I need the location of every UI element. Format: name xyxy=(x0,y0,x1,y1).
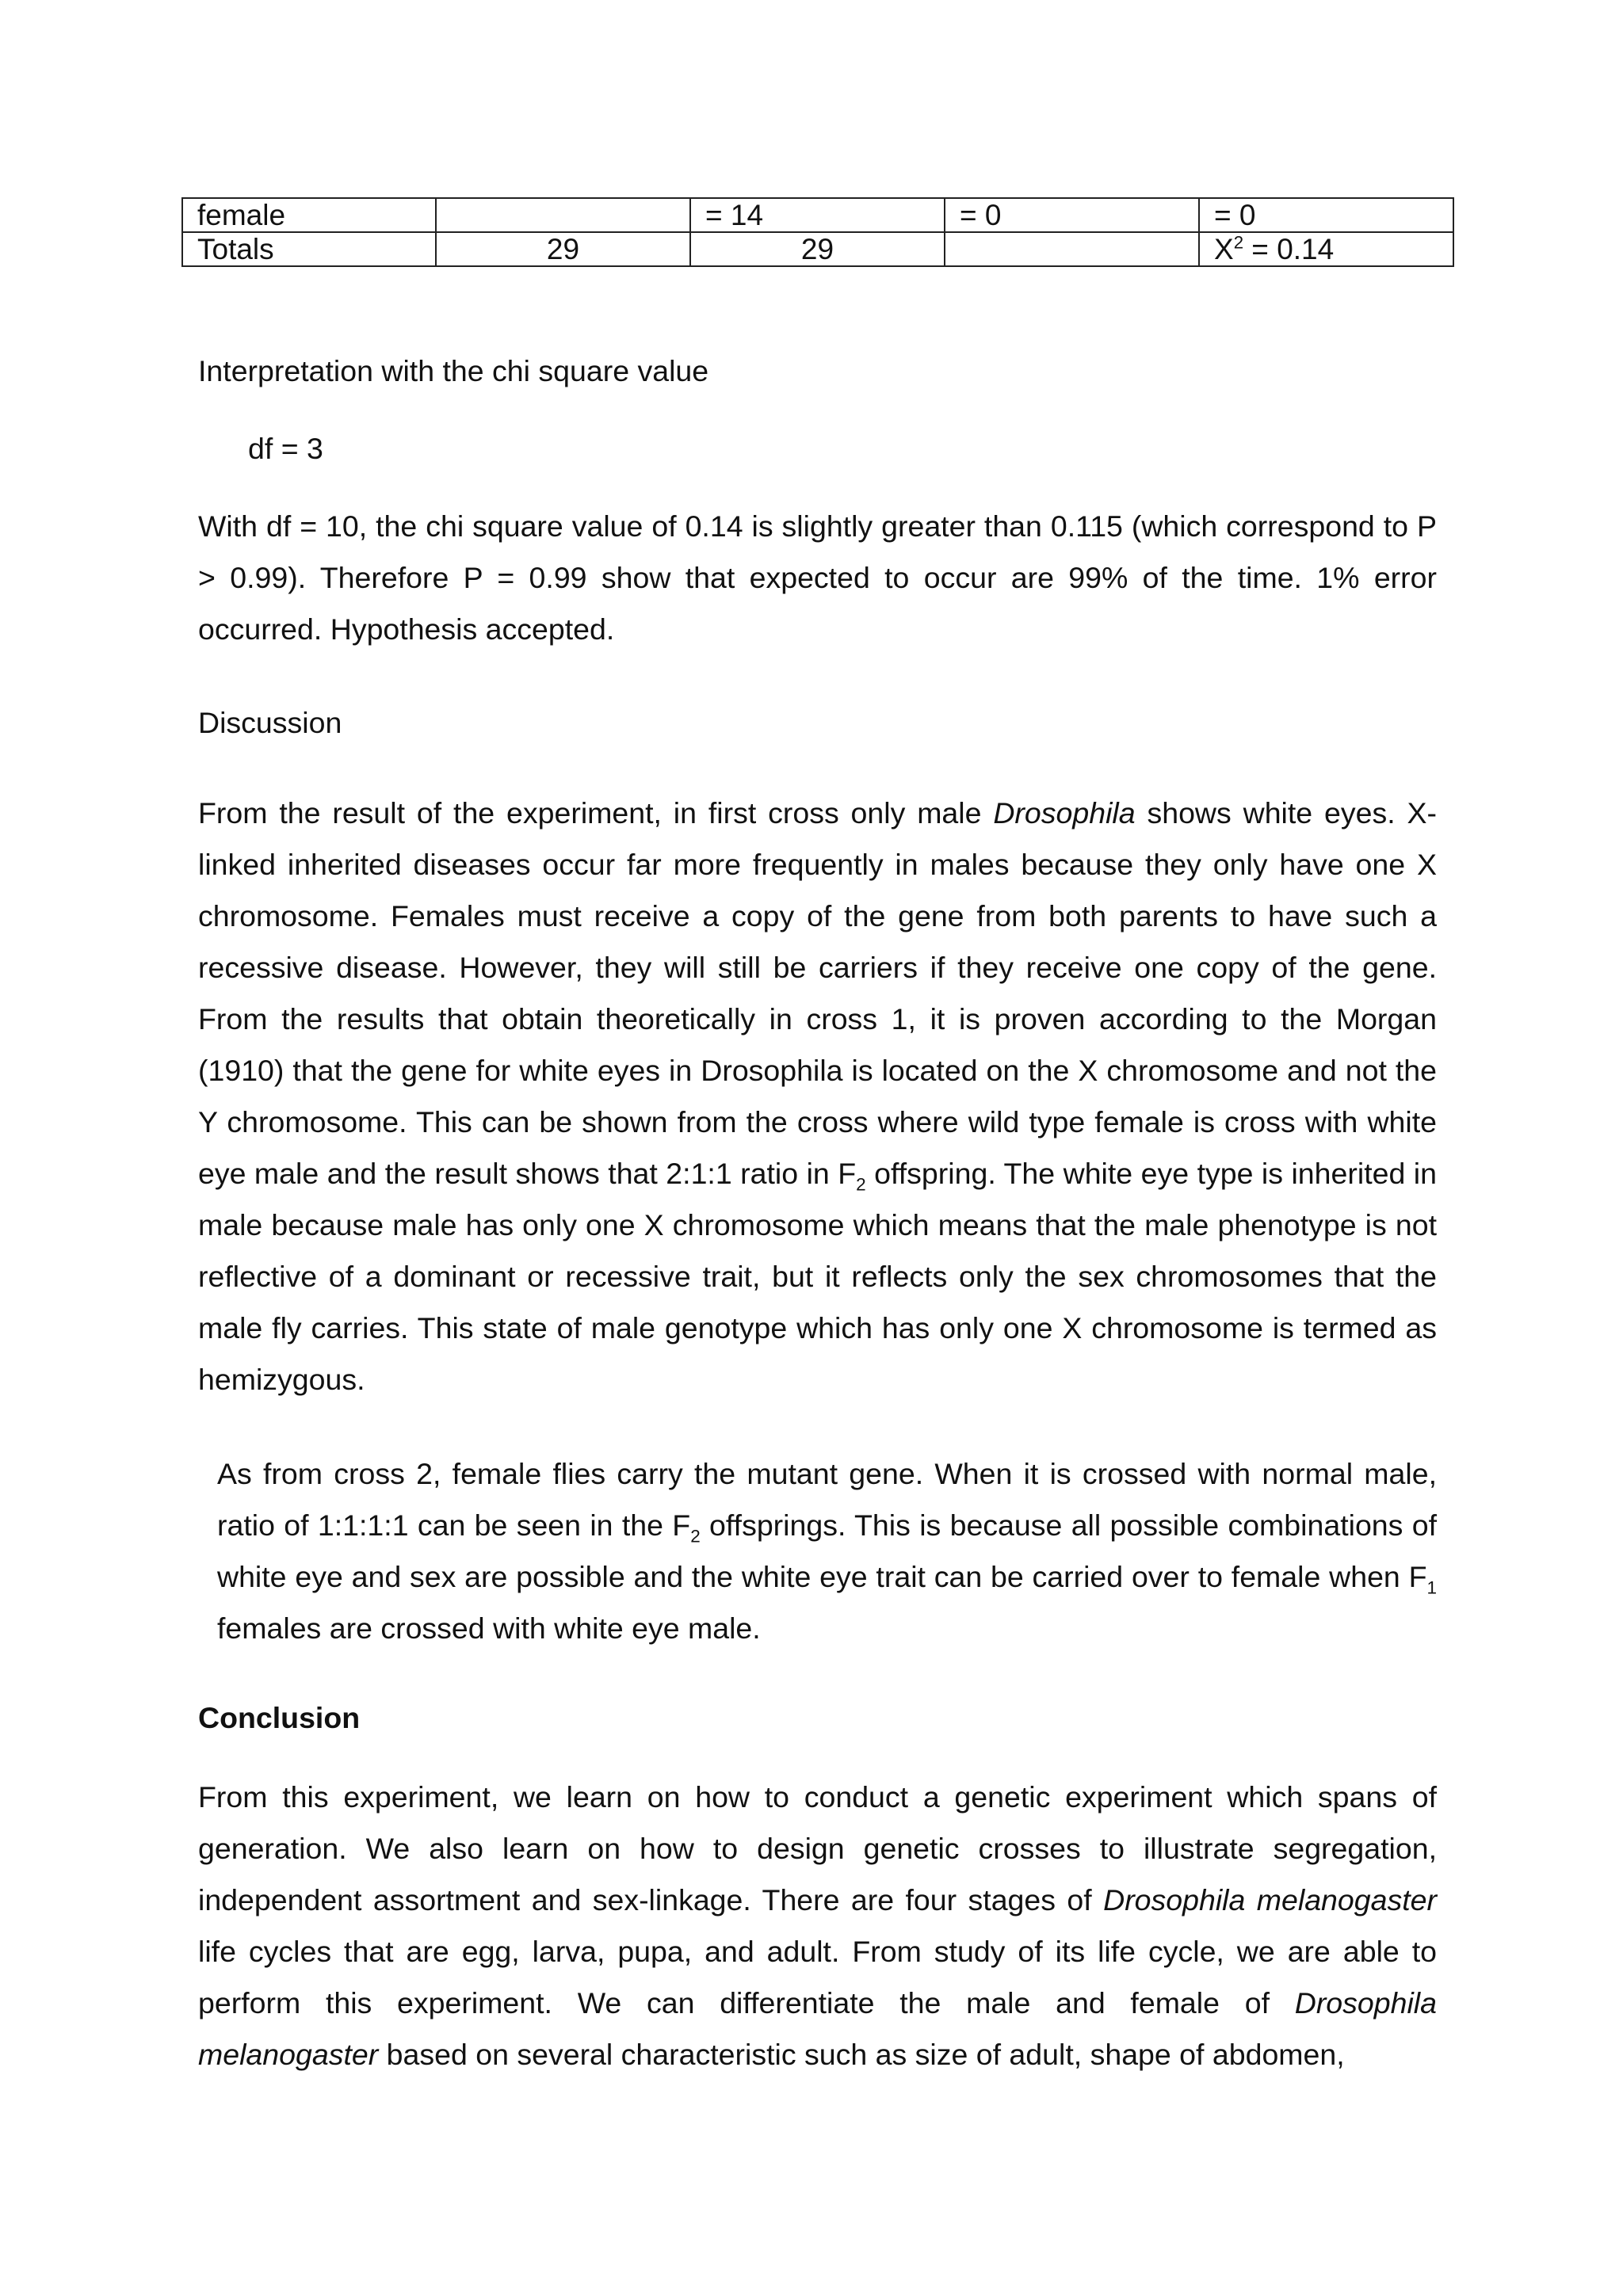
conclusion-heading: Conclusion xyxy=(198,1701,361,1734)
discussion-paragraph-1: From the result of the experiment, in first cross only male Drosophila shows white eyes. X-linked inherited diseases occur far more frequently in males because they only have one X chromosome. Females must receive a copy of the gene from both parents to have such a recessive disease. However, they will still be carriers if they receive one copy of the gene. From the results that obtain theoretically in cross 1, it is proven according to the Morgan (1910) that the gene for white eyes in Drosophila is located on the X chromosome and not the Y chromosome. This can be shown from the cross where wild type female is cross with white eye male and the result shows that 2:1:1 ratio in $F_2$ offspring. The white eye type is inherited in male because male has only one X chromosome which means that the male phenotype is not reflective of a dominant or recessive trait, but it reflects only the sex chromosomes that the male fly carries. This state of male genotype which has only one X chromosome is termed as hemizygous. xyxy=(198,796,1438,1396)
row-label: female xyxy=(182,198,436,232)
interpretation-heading: Interpretation with the chi square value xyxy=(198,354,709,387)
table-row xyxy=(182,198,1453,232)
expected-total-cell: 29 xyxy=(690,232,945,266)
expected-cell: = 14 xyxy=(690,198,945,232)
chi-superscript: 2 xyxy=(1233,232,1244,253)
chi-total-value: = 0.14 xyxy=(1243,233,1335,265)
observed-total-cell: 29 xyxy=(436,232,690,266)
observed-cell xyxy=(436,198,690,232)
row-label: Totals xyxy=(182,232,436,266)
table-row xyxy=(182,232,1453,266)
chi-cell: = 0 xyxy=(1199,198,1453,232)
chi-square-table xyxy=(181,197,1454,267)
degrees-of-freedom: df = 3 xyxy=(248,432,323,465)
chi-total-cell xyxy=(1199,232,1453,266)
interpretation-paragraph: With df = 10, the chi square value of 0.14 is slightly greater than 0.115 (which correspond to P > 0.99). Therefore P = 0.99 show that expected to occur are 99% of the time. 1% error occurred. Hypothesis accepted. xyxy=(198,509,1437,646)
discussion-heading: Discussion xyxy=(198,706,342,739)
chi-symbol: X xyxy=(1214,233,1234,265)
discussion-paragraph-2: As from cross 2, female flies carry the mutant gene. When it is crossed with normal male, ratio of 1:1:1:1 can be seen in the $F_2$ offsprings. This is because all possible combinations of white eye and sex are possible and the white eye trait can be carried over to female when $F_1$ females are crossed with white eye male. xyxy=(217,1457,1438,1645)
deviation-cell: = 0 xyxy=(945,198,1199,232)
deviation-cell xyxy=(945,232,1199,266)
conclusion-paragraph: From this experiment, we learn on how to conduct a genetic experiment which spans of generation. We also learn on how to design genetic crosses to illustrate segregation, independent assortment and sex-linkage. There are four stages of Drosophila melanogaster life cycles that are egg, larva, pupa, and adult. From study of its life cycle, we are able to perform this experiment. We can differentiate the male and female of Drosophila melanogaster based on several characteristic such as size of adult, shape of abdomen, xyxy=(198,1780,1437,2071)
